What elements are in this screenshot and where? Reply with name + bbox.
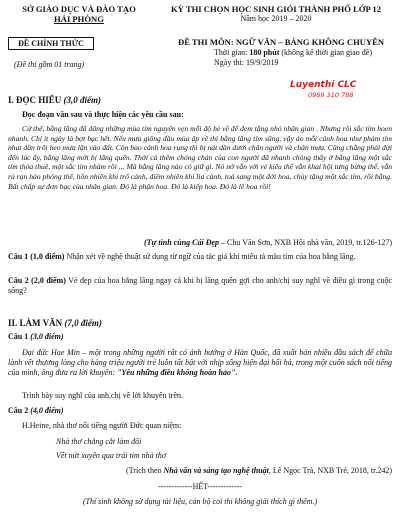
section-reading-title bbox=[8, 95, 101, 105]
question-label: Câu 1 (1,0 điểm) bbox=[8, 252, 65, 261]
source-title: (Tự tình cùng Cái Đẹp bbox=[144, 238, 220, 247]
issuer-line2: HẢI PHÒNG bbox=[54, 14, 104, 24]
question-label: Câu 1 bbox=[8, 332, 31, 341]
section-title-text: II. LÀM VĂN bbox=[8, 318, 65, 328]
reading-question-2 bbox=[8, 276, 392, 296]
writing-question-1-label bbox=[8, 332, 392, 342]
time-note: (không kể thời gian giao đề) bbox=[279, 48, 373, 57]
exam-title-block bbox=[155, 4, 397, 24]
reading-prompt: Đọc đoạn văn sau và thực hiện các yêu cầu sau: bbox=[22, 110, 184, 119]
citation-detail: , Lê Ngọc Trà, NXB Trẻ, 2018, tr.242) bbox=[268, 466, 392, 475]
time-label: Thời gian: bbox=[214, 48, 250, 57]
poem-line-1: Nhà thơ chẳng cắt làm đôi bbox=[56, 437, 142, 446]
quote-highlight: "Yêu những điều không hoàn hảo". bbox=[117, 368, 238, 378]
issuer-block bbox=[4, 4, 154, 24]
exam-subject: ĐỀ THI MÔN: NGỮ VĂN – BẢNG KHÔNG CHUYÊN bbox=[178, 37, 385, 47]
writing-question-2-intro: H.Heine, nhà thơ nổi tiếng người Đức quan niệm: bbox=[22, 421, 182, 430]
poem-citation bbox=[8, 466, 392, 476]
source-detail: – Chu Văn Sơn, NXB Hội nhà văn, 2019, tr.126-127) bbox=[219, 238, 392, 247]
watermark-phone: 0969 310 788 bbox=[308, 91, 354, 99]
question-label: Câu 2 bbox=[8, 406, 31, 415]
reading-passage: Cứ thế, bằng lăng đã dâng những mùa tím nguyên vẹn mỗi độ hè về để đem tặng nhỏ nhân gian . Nhưng rồi sắc tím hoen nhanh. Chỉ ít ngày là bợt bạc hết. Nếu mưa giông đầu mùa ập về thì bằng lăng tím sũng, vậy ảo mỗi cánh hoa như phảm tím nhạt dần trôi heo mưa lặn vào đất. Còn bao cánh hoa rụng thì bị nát dần dưới chân người và chân mưa. Cũng chẳng phải đợi đến lúc ấy, bằng lăng mới bị lãng quên. Thời cả thêm chóng chán của con người đã nhanh chóng thấy ở bằng lăng một sắc tím thỏa thuê, một sắc tím nhàm rồi ... Mà bằng lăng nào có giữ gì. Nó nở vẫn với vẻ kiêu thế vẫn khai hội tưng bừng thế, vẫn rủ rạn hào phóng thế, hồn nhiên khi trổ cánh, điềm nhiên khi lìa cành, toà sang một đời hoa, chủy tặng một sắc tím, rồi bằng. Bất chấp sự đơn bạc của nhân gian. Đó là phận hoa. Đó là kiếp hoa. Đó là lẽ hoa rồi! bbox=[8, 124, 392, 191]
writing-question-1-task: Trình bày suy nghĩ của anh.chị về lời khuyên trên. bbox=[22, 391, 184, 400]
question-text: Vẻ đẹp của hoa bằng lăng ngay cả khi bị lãng quên gợi cho anh/chị suy nghĩ về điều gì trong cuộc sống? bbox=[8, 276, 392, 296]
poem-line-2: Vết nứt xuyên qua trái tim nhà thơ bbox=[56, 451, 167, 460]
section-points: (7,0 điểm) bbox=[64, 318, 102, 328]
citation-prefix: (Trích theo bbox=[126, 466, 164, 475]
school-year: Năm học 2019 – 2020 bbox=[240, 14, 312, 23]
end-marker: -------------HẾT------------- bbox=[157, 482, 243, 491]
question-label: Câu 2 (2,0 điểm) bbox=[8, 276, 66, 285]
footer-note: (Thí sinh không sử dụng tài liệu, cán bộ coi thi không giải thích gì thêm.) bbox=[82, 497, 318, 506]
question-text: Nhận xét về nghệ thuật sử dụng từ ngữ của tác giả khi miêu tả màu tím của hoa bằng lăng. bbox=[64, 252, 356, 261]
question-points: (3,0 điểm) bbox=[30, 332, 64, 341]
section-title-text: I. ĐỌC HIỂU bbox=[8, 95, 64, 105]
passage-source bbox=[8, 238, 392, 248]
official-badge: ĐỀ CHÍNH THỨC bbox=[8, 37, 94, 50]
issuer-line1: SỞ GIÁO DỤC VÀ ĐÀO TẠO bbox=[22, 4, 136, 14]
question-points: (4,0 điểm) bbox=[30, 406, 64, 415]
citation-title: Nhà văn và sáng tạo nghệ thuật bbox=[163, 466, 269, 475]
exam-duration bbox=[214, 48, 372, 57]
exam-date: Ngày thi: 19/9/2019 bbox=[214, 58, 279, 67]
section-points: (3,0 điểm) bbox=[63, 95, 102, 105]
quote-text: Đại đức Hae Min – một trong những người rất có ảnh hưởng ở Hàn Quốc, đã xuất bản nhiều đầu sách để chữa lành vết thương lòng cho hàng triệu người trẻ luôn tất bật với nhịp sống hiện đại hối hả, trong một cuốn sách nổi tiếng của mình, ông đưa ra lời khuyên: bbox=[8, 348, 392, 378]
watermark-logo: Luyenthi CLC bbox=[290, 80, 357, 90]
writing-question-1-quote bbox=[8, 348, 392, 379]
reading-question-1 bbox=[8, 252, 392, 262]
exam-title: KỲ THI CHỌN HỌC SINH GIỎI THÀNH PHỐ LỚP 12 bbox=[170, 4, 382, 14]
section-writing-title bbox=[8, 318, 102, 328]
time-value: 180 phút bbox=[249, 48, 280, 57]
page-count: (Đề thi gồm 01 trang) bbox=[14, 60, 85, 69]
writing-question-2-label bbox=[8, 406, 392, 416]
